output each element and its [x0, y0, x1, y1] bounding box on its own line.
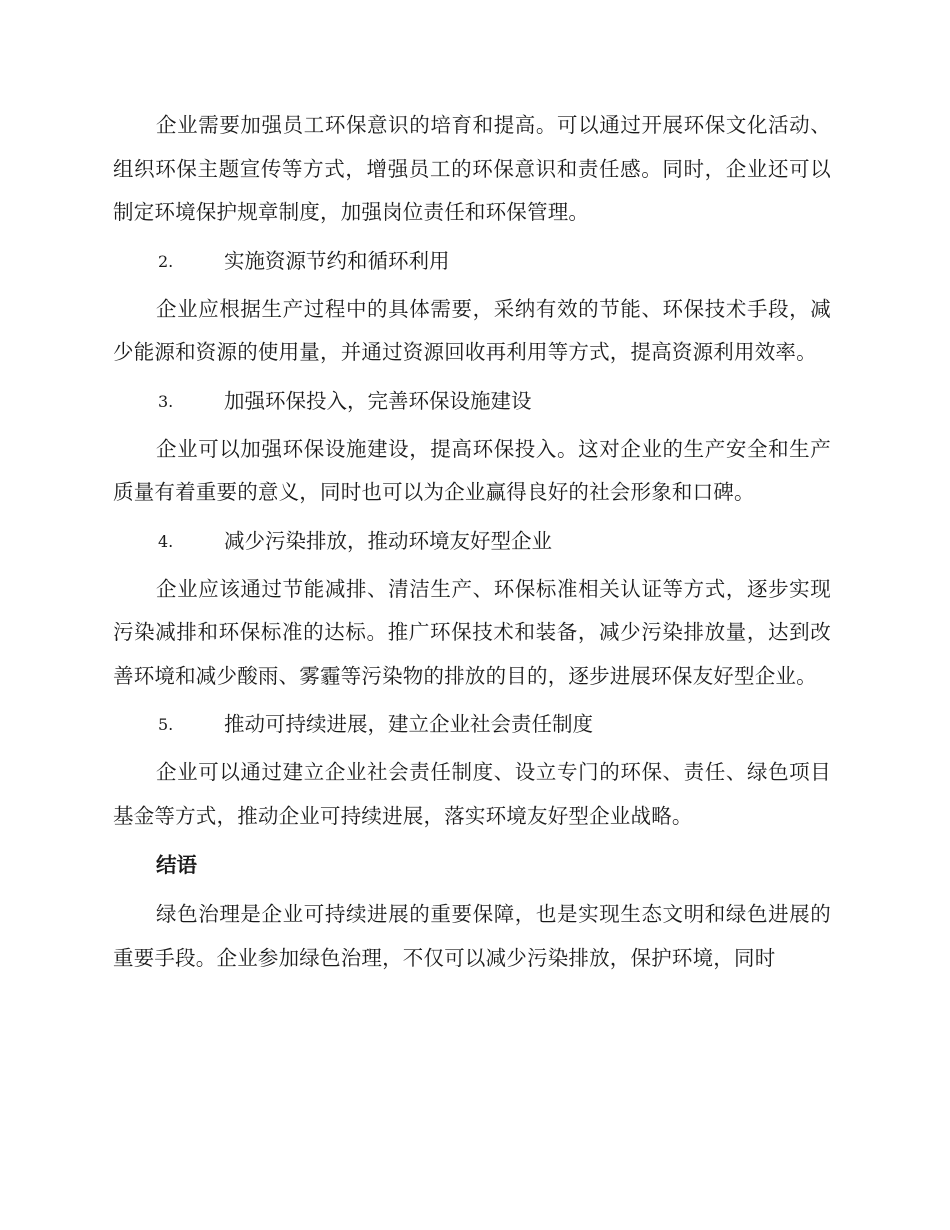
paragraph-environmental-investment: 企业可以加强环保设施建设，提高环保投入。这对企业的生产安全和生产质量有着重要的意义，同时也可以为企业赢得良好的社会形象和口碑。: [113, 436, 831, 504]
paragraph-conclusion: 绿色治理是企业可持续进展的重要保障，也是实现生态文明和绿色进展的重要手段。企业参加绿色治理，不仅可以减少污染排放，保护环境，同时: [113, 902, 831, 970]
paragraph-staff-awareness: 企业需要加强员工环保意识的培育和提高。可以通过开展环保文化活动、组织环保主题宣传等方式，增强员工的环保意识和责任感。同时，企业还可以制定环境保护规章制度，加强岗位责任和环保管理。: [113, 113, 831, 224]
list-item-5: [113, 703, 831, 746]
list-item-title: 加强环保投入，完善环保设施建设: [224, 388, 532, 413]
list-number: 3.: [158, 391, 174, 411]
list-number: 5.: [158, 715, 174, 734]
list-number: 2.: [158, 251, 174, 271]
section-heading-conclusion: 结语: [156, 853, 197, 877]
list-number: 4.: [158, 531, 174, 551]
paragraph-resource-saving: 企业应根据生产过程中的具体需要，采纳有效的节能、环保技术手段，减少能源和资源的使用量，并通过资源回收再利用等方式，提高资源利用效率。: [113, 296, 831, 364]
paragraph-social-responsibility: 企业可以通过建立企业社会责任制度、设立专门的环保、责任、绿色项目基金等方式，推动企业可持续进展，落实环境友好型企业战略。: [113, 760, 831, 828]
list-item-title: 减少污染排放，推动环境友好型企业: [224, 528, 552, 553]
paragraph-pollution-reduction: 企业应该通过节能减排、清洁生产、环保标准相关认证等方式，逐步实现污染减排和环保标准的达标。推广环保技术和装备，减少污染排放量，达到改善环境和减少酸雨、雾霾等污染物的排放的目的，逐步进展环保友好型企业。: [113, 576, 831, 688]
list-item-title: 实施资源节约和循环利用: [224, 248, 450, 273]
document-body: [113, 104, 831, 980]
list-item-3: [113, 380, 831, 423]
list-item-4: [113, 520, 831, 563]
list-item-2: [113, 240, 831, 283]
list-item-title: 推动可持续进展，建立企业社会责任制度: [224, 712, 593, 736]
